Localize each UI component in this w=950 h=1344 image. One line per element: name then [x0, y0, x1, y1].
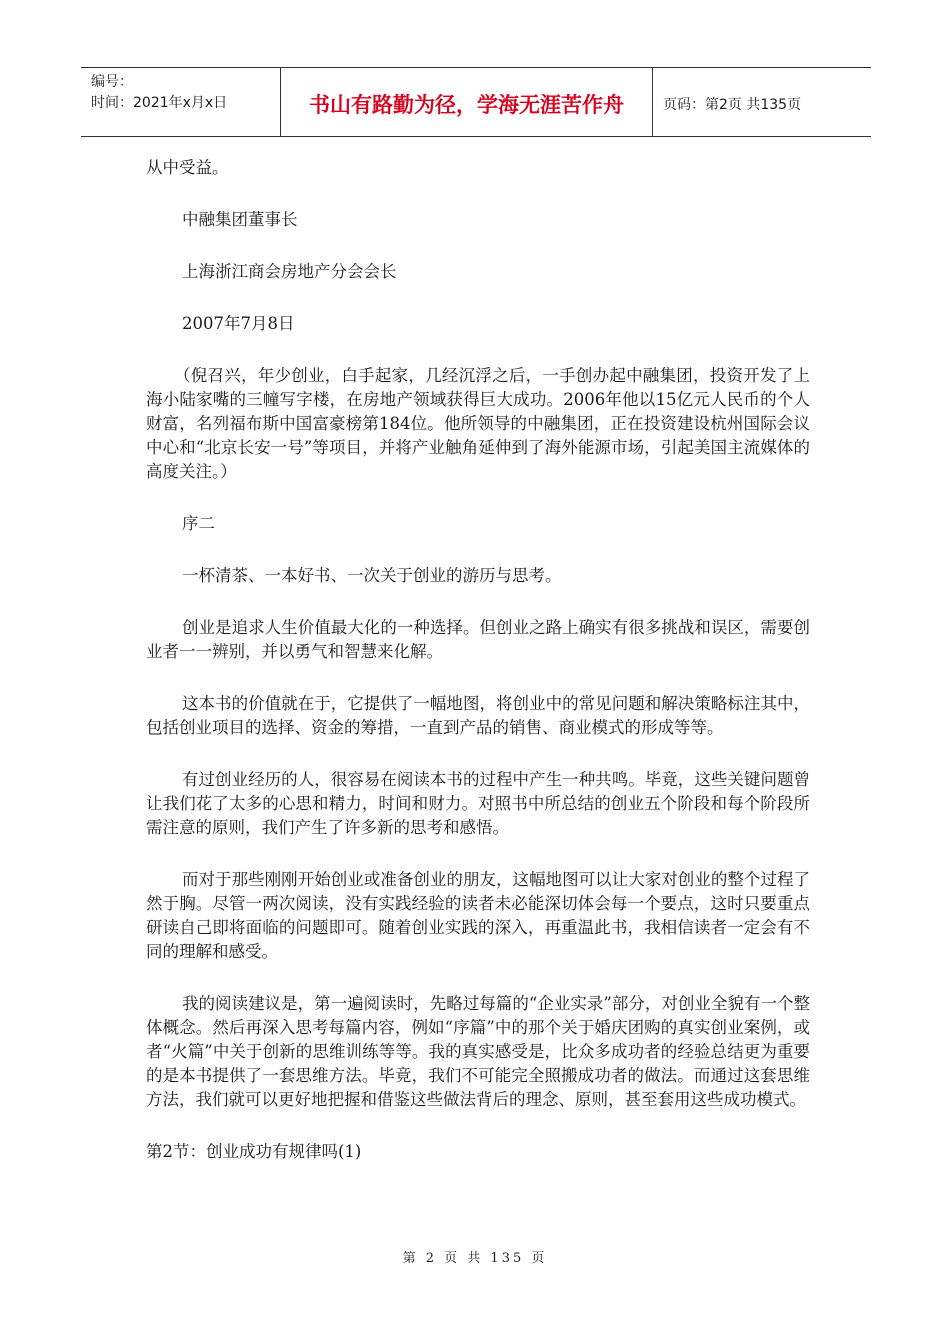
header-meta-cell — [81, 68, 281, 136]
signature-title: 中融集团董事长 — [182, 210, 298, 229]
page-header — [81, 67, 871, 137]
paragraph: 一杯清茶、一本好书、一次关于创业的游历与思考。 — [182, 566, 562, 585]
paragraph: 从中受益。 — [146, 158, 229, 177]
paragraph: 这本书的价值就在于，它提供了一幅地图，将创业中的常见问题和解决策略标注其中，包括创业项目的选择、资金的筹措，一直到产品的销售、商业模式的形成等等。 — [146, 694, 810, 737]
paragraph: 创业是追求人生价值最大化的一种选择。但创业之路上确实有很多挑战和误区，需要创业者一一辨别，并以勇气和智慧来化解。 — [146, 618, 810, 661]
page-footer: 第 2 页 共 135 页 — [402, 1251, 548, 1266]
signature-title: 上海浙江商会房地产分会会长 — [182, 262, 397, 281]
author-bio: （倪召兴，年少创业，白手起家，几经沉浮之后，一手创办起中融集团，投资开发了上海小陆家嘴的三幢写字楼，在房地产领域获得巨大成功。2006年他以15亿元人民币的个人财富，名列福布斯中国富豪榜第184位。他所领导的中融集团，正在投资建设杭州国际会议中心和“北京长安一号”等项目，并将产业触角延伸到了海外能源市场，引起美国主流媒体的高度关注。） — [146, 366, 810, 481]
section-heading: 序二 — [182, 514, 215, 533]
document-body — [146, 156, 810, 1192]
chapter-heading: 第2节：创业成功有规律吗(1) — [146, 1142, 362, 1161]
doc-number-label: 编号： — [91, 74, 133, 90]
header-page-info: 页码：第2页 共135页 — [663, 97, 802, 113]
doc-time-label: 时间：2021年x月x日 — [91, 95, 228, 111]
paragraph: 而对于那些刚刚开始创业或准备创业的朋友，这幅地图可以让大家对创业的整个过程了然于胸。尽管一两次阅读，没有实践经验的读者未必能深切体会每一个要点，这时只要重点研读自己即将面临的问题即可。随着创业实践的深入，再重温此书，我相信读者一定会有不同的理解和感受。 — [146, 870, 810, 961]
paragraph: 有过创业经历的人，很容易在阅读本书的过程中产生一种共鸣。毕竟，这些关键问题曾让我们花了太多的心思和精力，时间和财力。对照书中所总结的创业五个阶段和每个阶段所需注意的原则，我们产生了许多新的思考和感悟。 — [146, 770, 810, 837]
signature-date: 2007年7月8日 — [182, 314, 295, 333]
header-motto: 书山有路勤为径，学海无涯苦作舟 — [281, 68, 653, 136]
paragraph: 我的阅读建议是，第一遍阅读时，先略过每篇的“企业实录”部分，对创业全貌有一个整体概念。然后再深入思考每篇内容，例如“序篇”中的那个关于婚庆团购的真实创业案例，或者“火篇”中关于创新的思维训练等等。我的真实感受是，比众多成功者的经验总结更为重要的是本书提供了一套思维方法。毕竟，我们不可能完全照搬成功者的做法。而通过这套思维方法，我们就可以更好地把握和借鉴这些做法背后的理念、原则，甚至套用这些成功模式。 — [146, 994, 810, 1109]
